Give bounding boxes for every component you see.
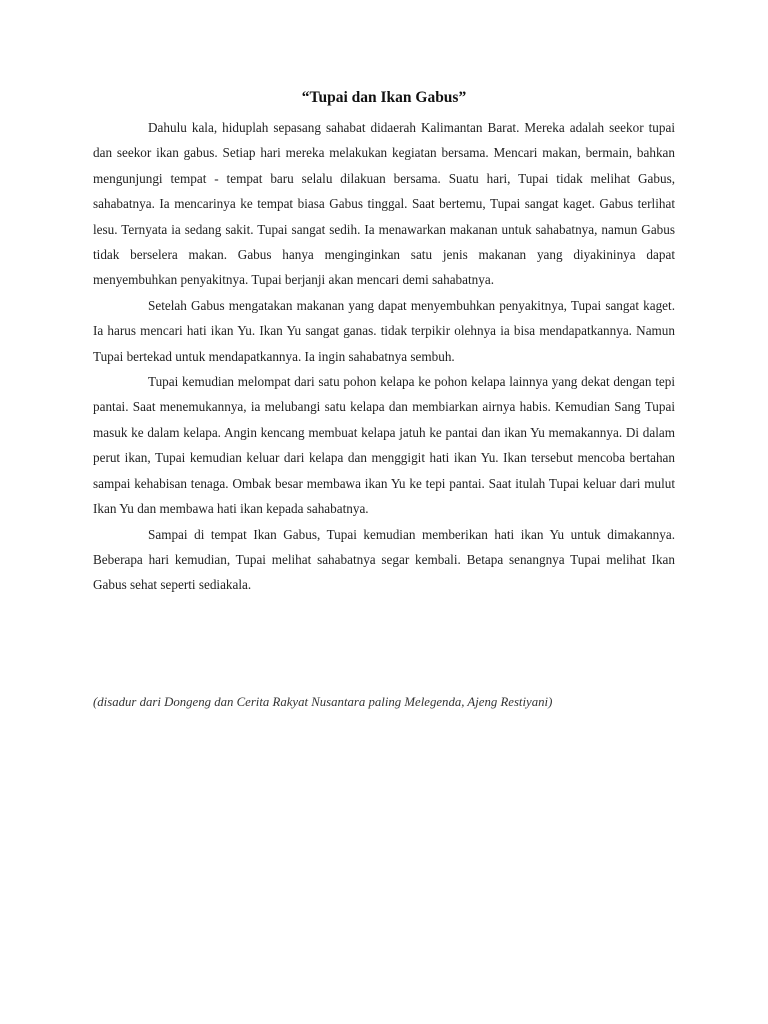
- story-paragraph-3: Tupai kemudian melompat dari satu pohon kelapa ke pohon kelapa lainnya yang dekat dengan tepi pantai. Saat menemukannya, ia melubangi satu kelapa dan membiarkan airnya habis. Kemudian Sang Tupai masuk ke dalam kelapa. Angin kencang membuat kelapa jatuh ke pantai dan ikan Yu memakannya. Di dalam perut ikan, Tupai kemudian keluar dari kelapa dan menggigit hati ikan Yu. Ikan tersebut mencoba bertahan sampai kehabisan tenaga. Ombak besar membawa ikan Yu ke tepi pantai. Saat itulah Tupai keluar dari mulut Ikan Yu dan membawa hati ikan kepada sahabatnya.: [93, 374, 675, 517]
- source-citation: (disadur dari Dongeng dan Cerita Rakyat Nusantara paling Melegenda, Ajeng Restiyani): [93, 695, 553, 709]
- story-paragraph-4: Sampai di tempat Ikan Gabus, Tupai kemudian memberikan hati ikan Yu untuk dimakannya. Beberapa hari kemudian, Tupai melihat sahabatnya segar kembali. Betapa senangnya Tupai melihat Ikan Gabus sehat seperti sediakala.: [93, 526, 675, 593]
- story-paragraph-2: Setelah Gabus mengatakan makanan yang dapat menyembuhkan penyakitnya, Tupai sangat kaget. Ia harus mencari hati ikan Yu. Ikan Yu sangat ganas. tidak terpikir olehnya ia bisa mendapatkannya. Namun Tupai bertekad untuk mendapatkannya. Ia ingin sahabatnya sembuh.: [93, 297, 675, 364]
- story-body: [93, 115, 675, 598]
- story-title: “Tupai dan Ikan Gabus”: [301, 89, 467, 106]
- story-paragraph-1: Dahulu kala, hiduplah sepasang sahabat didaerah Kalimantan Barat. Mereka adalah seekor tupai dan seekor ikan gabus. Setiap hari mereka melakukan kegiatan bersama. Mencari makan, bermain, bahkan mengunjungi tempat - tempat baru selalu dilakuan bersama. Suatu hari, Tupai tidak melihat Gabus, sahabatnya. Ia mencarinya ke tempat biasa Gabus tinggal. Saat bertemu, Tupai sangat kaget. Gabus terlihat lesu. Ternyata ia sedang sakit. Tupai sangat sedih. Ia menawarkan makanan untuk sahabatnya, namun Gabus tidak berselera makan. Gabus hanya menginginkan satu jenis makanan yang diyakininya dapat menyembuhkan penyakitnya. Tupai berjanji akan mencari demi sahabatnya.: [93, 120, 675, 288]
